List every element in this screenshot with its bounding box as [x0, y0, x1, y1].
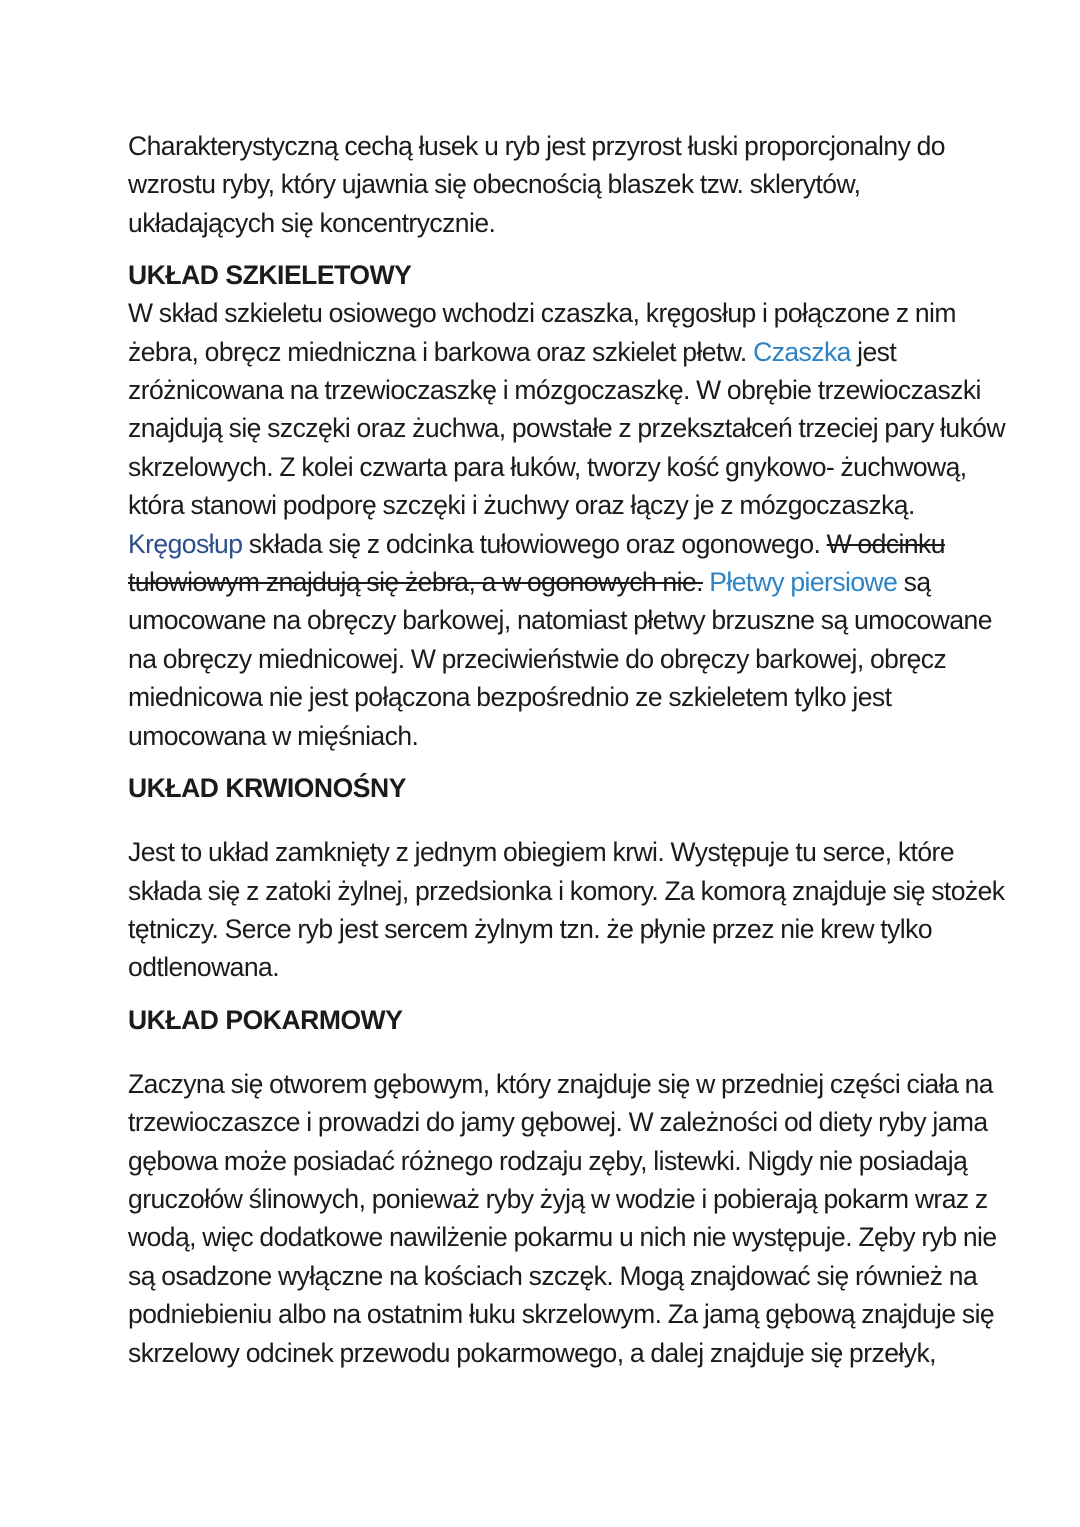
skeleton-line: [128, 525, 978, 563]
skeleton-line: [128, 563, 978, 601]
digestive-line: gębowa może posiadać różnego rodzaju zęby, listewki. Nigdy nie posiadają: [128, 1145, 968, 1176]
circulatory-line: składa się z zatoki żylnej, przedsionka i komory. Za komorą znajduje się stożek: [128, 875, 1005, 906]
skeleton-paragraph: [128, 294, 1006, 755]
skeleton-line: na obręczy miednicowej. W przeciwieństwie do obręczy barkowej, obręcz: [128, 643, 947, 674]
skeleton-line: W skład szkieletu osiowego wchodzi czaszka, kręgosłup i połączone z nim: [128, 298, 956, 329]
text-span: jest: [850, 336, 897, 367]
skeleton-line: znajdują się szczęki oraz żuchwa, powstałe z przekształceń trzeciej pary łuków: [128, 413, 1006, 444]
skeleton-line: umocowana w mięśniach.: [128, 720, 419, 751]
text-span: są: [897, 567, 931, 598]
text-span: składa się z odcinka tułowiowego oraz ogonowego.: [242, 528, 827, 559]
circulatory-line: tętniczy. Serce ryb jest sercem żylnym tzn. że płynie przez nie krew tylko: [128, 913, 933, 944]
czaszka-link[interactable]: Czaszka: [753, 336, 851, 367]
circulatory-heading: UKŁAD KRWIONOŚNY: [128, 773, 406, 804]
digestive-line: podniebieniu albo na ostatnim łuku skrzelowym. Za jamą gębową znajduje się: [128, 1299, 995, 1330]
skeleton-line: która stanowi podporę szczęki i żuchwy oraz łączy je z mózgoczaszką.: [128, 490, 915, 521]
struck-text: W odcinku: [826, 528, 945, 559]
struck-text: tułowiowym znajdują się żebra, a w ogonowych nie.: [128, 567, 703, 598]
kregoslup-link[interactable]: Kręgosłup: [128, 528, 243, 559]
digestive-paragraph: [128, 1065, 997, 1372]
skeleton-line: skrzelowych. Z kolei czwarta para łuków, tworzy kość gnykowo- żuchwową,: [128, 451, 967, 482]
digestive-line: gruczołów ślinowych, ponieważ ryby żyją w wodzie i pobierają pokarm wraz z: [128, 1183, 988, 1214]
pletwy-piersiowe-link[interactable]: Płetwy piersiowe: [709, 567, 898, 598]
circulatory-paragraph: [128, 833, 1005, 987]
circulatory-line: Jest to układ zamknięty z jednym obiegiem krwi. Występuje tu serce, które: [128, 837, 955, 868]
intro-line: wzrostu ryby, który ujawnia się obecnością blaszek tzw. sklerytów,: [128, 169, 861, 200]
digestive-line: trzewioczaszce i prowadzi do jamy gębowej. W zależności od diety ryby jama: [128, 1107, 988, 1138]
skeleton-line: umocowane na obręczy barkowej, natomiast płetwy brzuszne są umocowane: [128, 605, 992, 636]
digestive-line: są osadzone wyłączne na kościach szczęk. Mogą znajdować się również na: [128, 1260, 978, 1291]
digestive-line: Zaczyna się otworem gębowym, który znajduje się w przedniej części ciała na: [128, 1068, 993, 1099]
skeleton-line: zróżnicowana na trzewioczaszkę i mózgoczaszkę. W obrębie trzewioczaszki: [128, 375, 981, 406]
skeleton-line: [128, 333, 978, 371]
skeleton-heading: UKŁAD SZKIELETOWY: [128, 260, 412, 291]
circulatory-line: odtlenowana.: [128, 952, 280, 983]
digestive-line: skrzelowy odcinek przewodu pokarmowego, a dalej znajduje się przełyk,: [128, 1337, 936, 1368]
digestive-heading: UKŁAD POKARMOWY: [128, 1004, 403, 1035]
intro-line: układających się koncentrycznie.: [128, 207, 496, 238]
intro-line: Charakterystyczną cechą łusek u ryb jest przyrost łuski proporcjonalny do: [128, 131, 945, 161]
digestive-line: wodą, więc dodatkowe nawilżenie pokarmu u nich nie występuje. Zęby ryb nie: [128, 1222, 997, 1253]
skeleton-line: miednicowa nie jest połączona bezpośrednio ze szkieletem tylko jest: [128, 682, 892, 713]
text-span: żebra, obręcz miedniczna i barkowa oraz szkielet płetw.: [128, 336, 754, 367]
document-page: [128, 127, 1006, 1372]
intro-paragraph: [128, 127, 978, 242]
